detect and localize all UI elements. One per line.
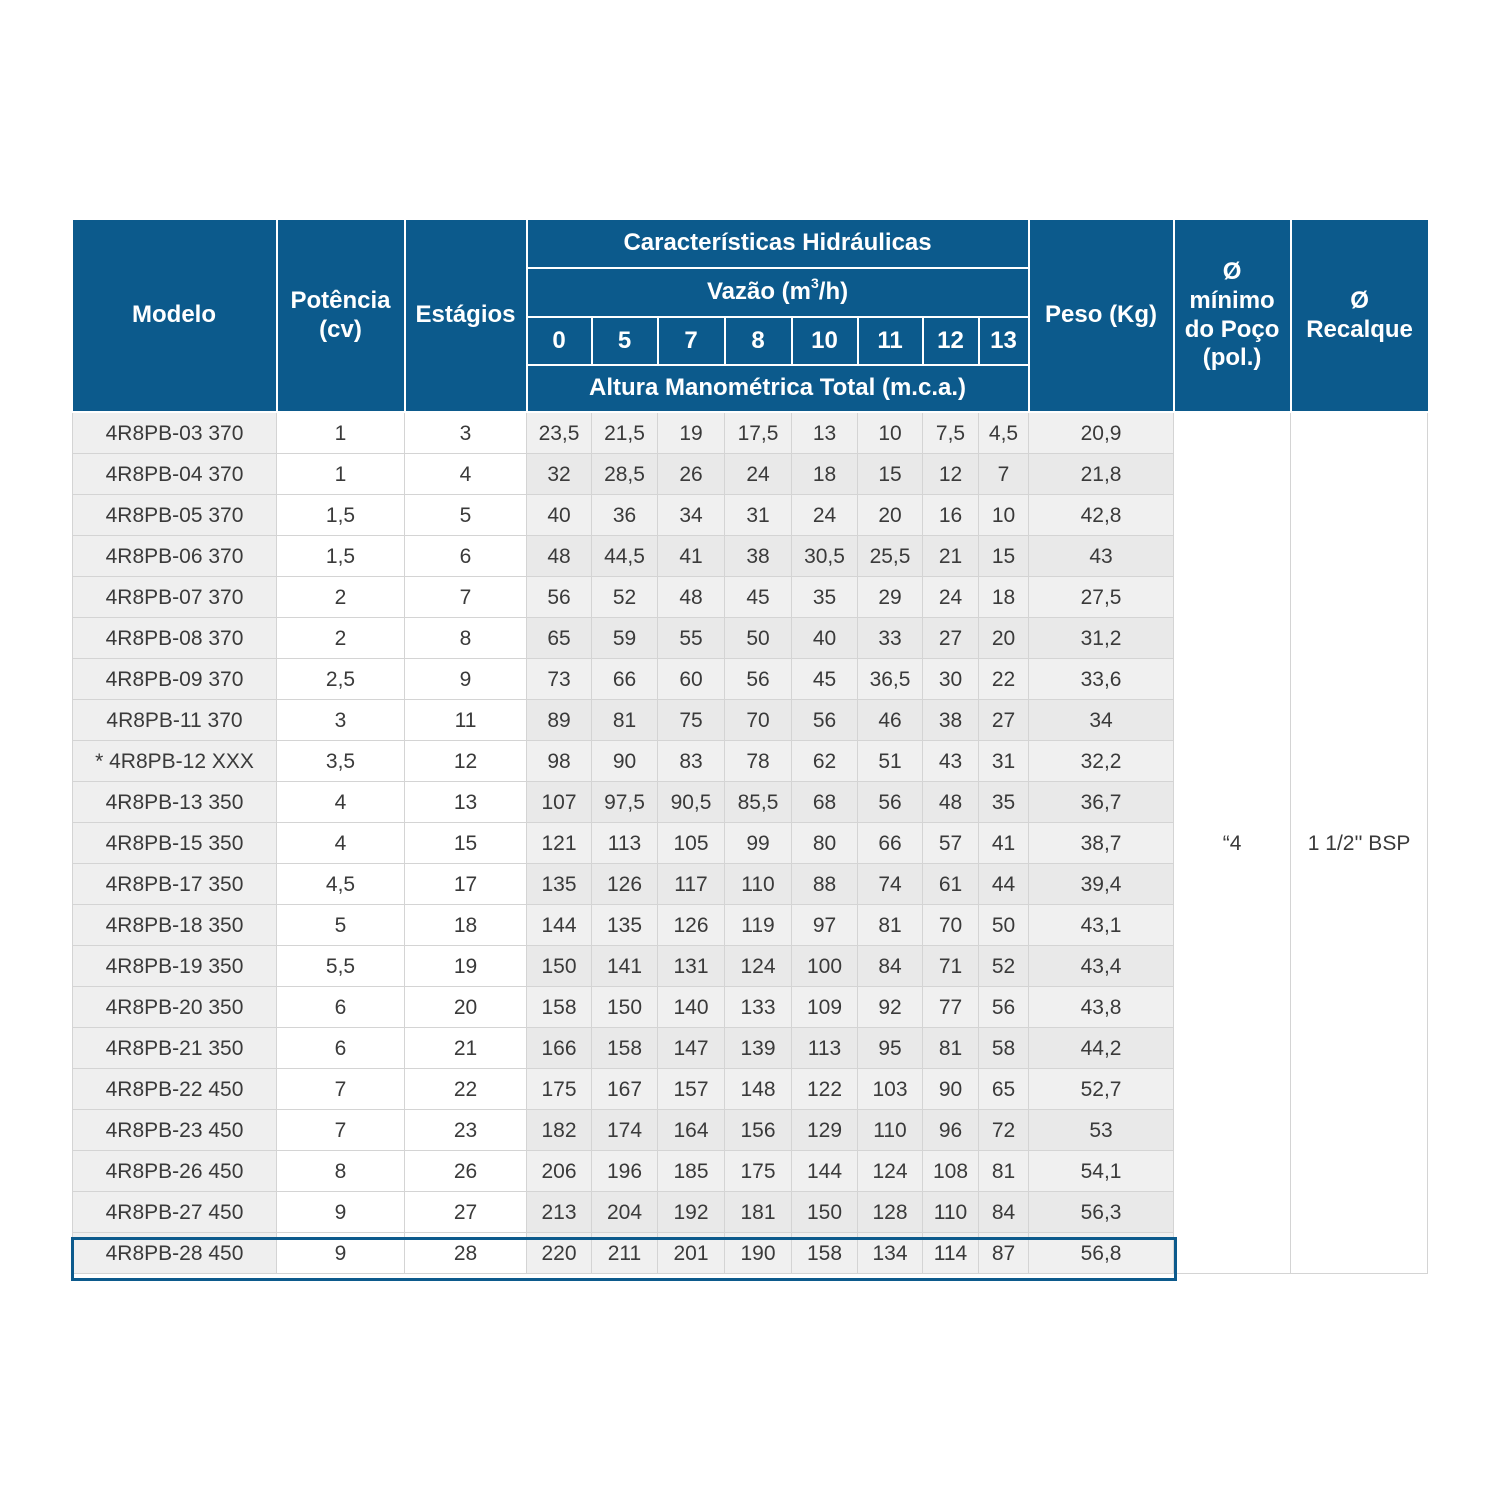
- cell-estagios: 13: [405, 782, 527, 823]
- cell-modelo: 4R8PB-26 450: [73, 1151, 277, 1192]
- cell-head-value: 220: [527, 1233, 592, 1274]
- cell-head-value: 66: [592, 659, 658, 700]
- cell-head-value: 122: [792, 1069, 858, 1110]
- cell-estagios: 19: [405, 946, 527, 987]
- cell-head-value: 110: [923, 1192, 979, 1233]
- cell-head-value: 80: [792, 823, 858, 864]
- cell-estagios: 11: [405, 700, 527, 741]
- cell-head-value: 204: [592, 1192, 658, 1233]
- cell-head-value: 158: [527, 987, 592, 1028]
- cell-head-value: 30: [923, 659, 979, 700]
- cell-head-value: 15: [979, 536, 1029, 577]
- cell-peso: 34: [1029, 700, 1174, 741]
- cell-head-value: 124: [858, 1151, 923, 1192]
- cell-head-value: 24: [792, 495, 858, 536]
- cell-head-value: 98: [527, 741, 592, 782]
- table-row: [73, 412, 1428, 454]
- cell-head-value: 32: [527, 454, 592, 495]
- cell-head-value: 201: [658, 1233, 725, 1274]
- cell-peso: 56,8: [1029, 1233, 1174, 1274]
- header-modelo: Modelo: [73, 220, 277, 412]
- cell-head-value: 36,5: [858, 659, 923, 700]
- cell-potencia: 4: [277, 782, 405, 823]
- cell-head-value: 90: [592, 741, 658, 782]
- cell-head-value: 131: [658, 946, 725, 987]
- cell-potencia: 6: [277, 987, 405, 1028]
- header-peso: Peso (Kg): [1029, 220, 1174, 412]
- cell-head-value: 124: [725, 946, 792, 987]
- cell-head-value: 90: [923, 1069, 979, 1110]
- cell-head-value: 114: [923, 1233, 979, 1274]
- cell-head-value: 126: [592, 864, 658, 905]
- cell-estagios: 7: [405, 577, 527, 618]
- cell-peso: 36,7: [1029, 782, 1174, 823]
- cell-head-value: 181: [725, 1192, 792, 1233]
- cell-potencia: 1: [277, 412, 405, 454]
- cell-head-value: 38: [923, 700, 979, 741]
- cell-head-value: 40: [527, 495, 592, 536]
- cell-head-value: 56: [725, 659, 792, 700]
- cell-head-value: 185: [658, 1151, 725, 1192]
- cell-head-value: 95: [858, 1028, 923, 1069]
- cell-head-value: 41: [979, 823, 1029, 864]
- cell-head-value: 92: [858, 987, 923, 1028]
- cell-head-value: 117: [658, 864, 725, 905]
- cell-head-value: 141: [592, 946, 658, 987]
- cell-potencia: 3,5: [277, 741, 405, 782]
- cell-potencia: 4,5: [277, 864, 405, 905]
- cell-peso: 43,1: [1029, 905, 1174, 946]
- cell-modelo: 4R8PB-19 350: [73, 946, 277, 987]
- cell-head-value: 31: [979, 741, 1029, 782]
- cell-head-value: 30,5: [792, 536, 858, 577]
- cell-head-value: 158: [592, 1028, 658, 1069]
- cell-head-value: 81: [979, 1151, 1029, 1192]
- cell-potencia: 3: [277, 700, 405, 741]
- cell-head-value: 156: [725, 1110, 792, 1151]
- cell-estagios: 28: [405, 1233, 527, 1274]
- cell-head-value: 88: [792, 864, 858, 905]
- cell-peso: 56,3: [1029, 1192, 1174, 1233]
- cell-head-value: 164: [658, 1110, 725, 1151]
- cell-head-value: 78: [725, 741, 792, 782]
- cell-peso: 33,6: [1029, 659, 1174, 700]
- cell-head-value: 44,5: [592, 536, 658, 577]
- cell-modelo: 4R8PB-20 350: [73, 987, 277, 1028]
- cell-head-value: 21,5: [592, 412, 658, 454]
- cell-head-value: 12: [923, 454, 979, 495]
- cell-head-value: 19: [658, 412, 725, 454]
- cell-head-value: 44: [979, 864, 1029, 905]
- cell-head-value: 87: [979, 1233, 1029, 1274]
- cell-head-value: 56: [858, 782, 923, 823]
- cell-modelo: 4R8PB-05 370: [73, 495, 277, 536]
- table-header: [73, 220, 1428, 412]
- header-poco: Ø mínimo do Poço (pol.): [1174, 220, 1291, 412]
- cell-modelo: 4R8PB-04 370: [73, 454, 277, 495]
- cell-potencia: 7: [277, 1110, 405, 1151]
- cell-head-value: 38: [725, 536, 792, 577]
- cell-head-value: 71: [923, 946, 979, 987]
- cell-estagios: 20: [405, 987, 527, 1028]
- cell-peso: 53: [1029, 1110, 1174, 1151]
- cell-estagios: 21: [405, 1028, 527, 1069]
- cell-head-value: 29: [858, 577, 923, 618]
- cell-head-value: 70: [923, 905, 979, 946]
- cell-head-value: 52: [979, 946, 1029, 987]
- cell-head-value: 90,5: [658, 782, 725, 823]
- cell-head-value: 17,5: [725, 412, 792, 454]
- cell-recalque-value: 1 1/2'' BSP: [1291, 412, 1428, 1274]
- cell-head-value: 133: [725, 987, 792, 1028]
- cell-head-value: 61: [923, 864, 979, 905]
- cell-head-value: 15: [858, 454, 923, 495]
- cell-head-value: 10: [858, 412, 923, 454]
- cell-modelo: 4R8PB-23 450: [73, 1110, 277, 1151]
- cell-estagios: 5: [405, 495, 527, 536]
- header-flow-value: 7: [658, 317, 725, 365]
- cell-head-value: 175: [527, 1069, 592, 1110]
- cell-estagios: 8: [405, 618, 527, 659]
- cell-head-value: 51: [858, 741, 923, 782]
- cell-head-value: 65: [979, 1069, 1029, 1110]
- cell-head-value: 27: [979, 700, 1029, 741]
- header-flow-value: 12: [923, 317, 979, 365]
- cell-peso: 54,1: [1029, 1151, 1174, 1192]
- cell-estagios: 3: [405, 412, 527, 454]
- cell-estagios: 6: [405, 536, 527, 577]
- cell-head-value: 66: [858, 823, 923, 864]
- cell-potencia: 9: [277, 1192, 405, 1233]
- cell-head-value: 62: [792, 741, 858, 782]
- cell-potencia: 9: [277, 1233, 405, 1274]
- cell-peso: 27,5: [1029, 577, 1174, 618]
- cell-head-value: 175: [725, 1151, 792, 1192]
- cell-modelo: 4R8PB-03 370: [73, 412, 277, 454]
- cell-modelo: 4R8PB-17 350: [73, 864, 277, 905]
- cell-modelo: 4R8PB-07 370: [73, 577, 277, 618]
- cell-head-value: 22: [979, 659, 1029, 700]
- cell-head-value: 50: [725, 618, 792, 659]
- cell-potencia: 7: [277, 1069, 405, 1110]
- cell-head-value: 28,5: [592, 454, 658, 495]
- cell-head-value: 139: [725, 1028, 792, 1069]
- cell-head-value: 113: [592, 823, 658, 864]
- cell-head-value: 108: [923, 1151, 979, 1192]
- cell-head-value: 74: [858, 864, 923, 905]
- cell-head-value: 43: [923, 741, 979, 782]
- cell-modelo: 4R8PB-15 350: [73, 823, 277, 864]
- cell-head-value: 89: [527, 700, 592, 741]
- cell-peso: 32,2: [1029, 741, 1174, 782]
- cell-potencia: 1,5: [277, 495, 405, 536]
- cell-head-value: 84: [858, 946, 923, 987]
- cell-modelo: 4R8PB-11 370: [73, 700, 277, 741]
- cell-peso: 43,4: [1029, 946, 1174, 987]
- cell-head-value: 35: [979, 782, 1029, 823]
- cell-head-value: 135: [592, 905, 658, 946]
- cell-head-value: 16: [923, 495, 979, 536]
- cell-potencia: 5,5: [277, 946, 405, 987]
- header-recalque: Ø Recalque: [1291, 220, 1428, 412]
- cell-head-value: 45: [725, 577, 792, 618]
- cell-head-value: 196: [592, 1151, 658, 1192]
- cell-head-value: 150: [592, 987, 658, 1028]
- cell-peso: 31,2: [1029, 618, 1174, 659]
- cell-head-value: 85,5: [725, 782, 792, 823]
- cell-modelo: 4R8PB-22 450: [73, 1069, 277, 1110]
- cell-peso: 38,7: [1029, 823, 1174, 864]
- header-flow-value: 8: [725, 317, 792, 365]
- cell-head-value: 213: [527, 1192, 592, 1233]
- cell-head-value: 13: [792, 412, 858, 454]
- cell-modelo: 4R8PB-13 350: [73, 782, 277, 823]
- cell-head-value: 129: [792, 1110, 858, 1151]
- cell-head-value: 100: [792, 946, 858, 987]
- cell-potencia: 2: [277, 618, 405, 659]
- table-body: [73, 412, 1428, 1274]
- cell-head-value: 81: [592, 700, 658, 741]
- cell-head-value: 166: [527, 1028, 592, 1069]
- cell-head-value: 34: [658, 495, 725, 536]
- cell-head-value: 41: [658, 536, 725, 577]
- cell-potencia: 5: [277, 905, 405, 946]
- header-potencia: Potência (cv): [277, 220, 405, 412]
- cell-estagios: 23: [405, 1110, 527, 1151]
- cell-head-value: 126: [658, 905, 725, 946]
- header-vazao: Vazão $(m^3/h)$: [527, 268, 1029, 317]
- cell-head-value: 56: [979, 987, 1029, 1028]
- cell-peso: 39,4: [1029, 864, 1174, 905]
- cell-head-value: 96: [923, 1110, 979, 1151]
- cell-head-value: 26: [658, 454, 725, 495]
- cell-head-value: 97,5: [592, 782, 658, 823]
- header-flow-value: 11: [858, 317, 923, 365]
- cell-estagios: 15: [405, 823, 527, 864]
- cell-head-value: 110: [858, 1110, 923, 1151]
- cell-head-value: 107: [527, 782, 592, 823]
- cell-head-value: 128: [858, 1192, 923, 1233]
- cell-head-value: 57: [923, 823, 979, 864]
- cell-head-value: 10: [979, 495, 1029, 536]
- cell-head-value: 48: [658, 577, 725, 618]
- cell-head-value: 211: [592, 1233, 658, 1274]
- cell-head-value: 46: [858, 700, 923, 741]
- header-flow-value: 0: [527, 317, 592, 365]
- cell-head-value: 25,5: [858, 536, 923, 577]
- cell-head-value: 48: [923, 782, 979, 823]
- cell-head-value: 135: [527, 864, 592, 905]
- cell-head-value: 84: [979, 1192, 1029, 1233]
- cell-head-value: 97: [792, 905, 858, 946]
- cell-head-value: 148: [725, 1069, 792, 1110]
- cell-head-value: 83: [658, 741, 725, 782]
- cell-head-value: 31: [725, 495, 792, 536]
- cell-estagios: 18: [405, 905, 527, 946]
- cell-peso: 52,7: [1029, 1069, 1174, 1110]
- cell-head-value: 56: [527, 577, 592, 618]
- cell-head-value: 23,5: [527, 412, 592, 454]
- header-flow-value: 5: [592, 317, 658, 365]
- cell-head-value: 59: [592, 618, 658, 659]
- cell-estagios: 26: [405, 1151, 527, 1192]
- cell-peso: 43,8: [1029, 987, 1174, 1028]
- cell-head-value: 192: [658, 1192, 725, 1233]
- header-flow-value: 10: [792, 317, 858, 365]
- cell-potencia: 1,5: [277, 536, 405, 577]
- pump-spec-table: [72, 220, 1428, 1274]
- cell-head-value: 56: [792, 700, 858, 741]
- cell-potencia: 2,5: [277, 659, 405, 700]
- cell-estagios: 22: [405, 1069, 527, 1110]
- cell-head-value: 35: [792, 577, 858, 618]
- cell-head-value: 81: [858, 905, 923, 946]
- cell-head-value: 144: [792, 1151, 858, 1192]
- cell-potencia: 4: [277, 823, 405, 864]
- cell-estagios: 17: [405, 864, 527, 905]
- cell-head-value: 109: [792, 987, 858, 1028]
- cell-potencia: 6: [277, 1028, 405, 1069]
- cell-poco-value: “4: [1174, 412, 1291, 1274]
- cell-head-value: 70: [725, 700, 792, 741]
- cell-head-value: 45: [792, 659, 858, 700]
- cell-head-value: 182: [527, 1110, 592, 1151]
- cell-modelo: 4R8PB-18 350: [73, 905, 277, 946]
- cell-head-value: 20: [858, 495, 923, 536]
- cell-head-value: 50: [979, 905, 1029, 946]
- cell-estagios: 9: [405, 659, 527, 700]
- cell-modelo: 4R8PB-27 450: [73, 1192, 277, 1233]
- cell-peso: 44,2: [1029, 1028, 1174, 1069]
- cell-head-value: 4,5: [979, 412, 1029, 454]
- cell-modelo: * 4R8PB-12 XXX: [73, 741, 277, 782]
- cell-head-value: 140: [658, 987, 725, 1028]
- cell-head-value: 134: [858, 1233, 923, 1274]
- cell-head-value: 77: [923, 987, 979, 1028]
- cell-head-value: 158: [792, 1233, 858, 1274]
- cell-head-value: 48: [527, 536, 592, 577]
- cell-head-value: 113: [792, 1028, 858, 1069]
- cell-head-value: 150: [527, 946, 592, 987]
- cell-head-value: 7,5: [923, 412, 979, 454]
- cell-estagios: 12: [405, 741, 527, 782]
- cell-head-value: 105: [658, 823, 725, 864]
- cell-modelo: 4R8PB-06 370: [73, 536, 277, 577]
- cell-potencia: 1: [277, 454, 405, 495]
- cell-peso: 42,8: [1029, 495, 1174, 536]
- cell-peso: 43: [1029, 536, 1174, 577]
- cell-modelo: 4R8PB-09 370: [73, 659, 277, 700]
- cell-head-value: 121: [527, 823, 592, 864]
- cell-head-value: 147: [658, 1028, 725, 1069]
- cell-estagios: 27: [405, 1192, 527, 1233]
- cell-head-value: 33: [858, 618, 923, 659]
- cell-head-value: 150: [792, 1192, 858, 1233]
- cell-head-value: 58: [979, 1028, 1029, 1069]
- cell-head-value: 81: [923, 1028, 979, 1069]
- cell-potencia: 2: [277, 577, 405, 618]
- cell-head-value: 75: [658, 700, 725, 741]
- header-flow-value: 13: [979, 317, 1029, 365]
- cell-head-value: 27: [923, 618, 979, 659]
- cell-head-value: 52: [592, 577, 658, 618]
- header-estagios: Estágios: [405, 220, 527, 412]
- cell-head-value: 18: [792, 454, 858, 495]
- cell-head-value: 167: [592, 1069, 658, 1110]
- cell-head-value: 24: [725, 454, 792, 495]
- cell-estagios: 4: [405, 454, 527, 495]
- cell-head-value: 72: [979, 1110, 1029, 1151]
- cell-head-value: 20: [979, 618, 1029, 659]
- cell-head-value: 206: [527, 1151, 592, 1192]
- cell-head-value: 36: [592, 495, 658, 536]
- cell-head-value: 119: [725, 905, 792, 946]
- cell-head-value: 68: [792, 782, 858, 823]
- cell-head-value: 7: [979, 454, 1029, 495]
- cell-head-value: 21: [923, 536, 979, 577]
- cell-peso: 21,8: [1029, 454, 1174, 495]
- cell-head-value: 103: [858, 1069, 923, 1110]
- cell-modelo: 4R8PB-21 350: [73, 1028, 277, 1069]
- cell-head-value: 24: [923, 577, 979, 618]
- cell-head-value: 18: [979, 577, 1029, 618]
- header-altura: Altura Manométrica Total (m.c.a.): [527, 365, 1029, 412]
- cell-modelo: 4R8PB-08 370: [73, 618, 277, 659]
- cell-head-value: 65: [527, 618, 592, 659]
- cell-head-value: 55: [658, 618, 725, 659]
- cell-head-value: 60: [658, 659, 725, 700]
- cell-head-value: 157: [658, 1069, 725, 1110]
- cell-head-value: 174: [592, 1110, 658, 1151]
- cell-peso: 20,9: [1029, 412, 1174, 454]
- cell-head-value: 144: [527, 905, 592, 946]
- cell-head-value: 110: [725, 864, 792, 905]
- cell-head-value: 190: [725, 1233, 792, 1274]
- cell-head-value: 73: [527, 659, 592, 700]
- cell-head-value: 99: [725, 823, 792, 864]
- cell-potencia: 8: [277, 1151, 405, 1192]
- cell-head-value: 40: [792, 618, 858, 659]
- cell-modelo: 4R8PB-28 450: [73, 1233, 277, 1274]
- header-hydraulic-group: Características Hidráulicas: [527, 220, 1029, 268]
